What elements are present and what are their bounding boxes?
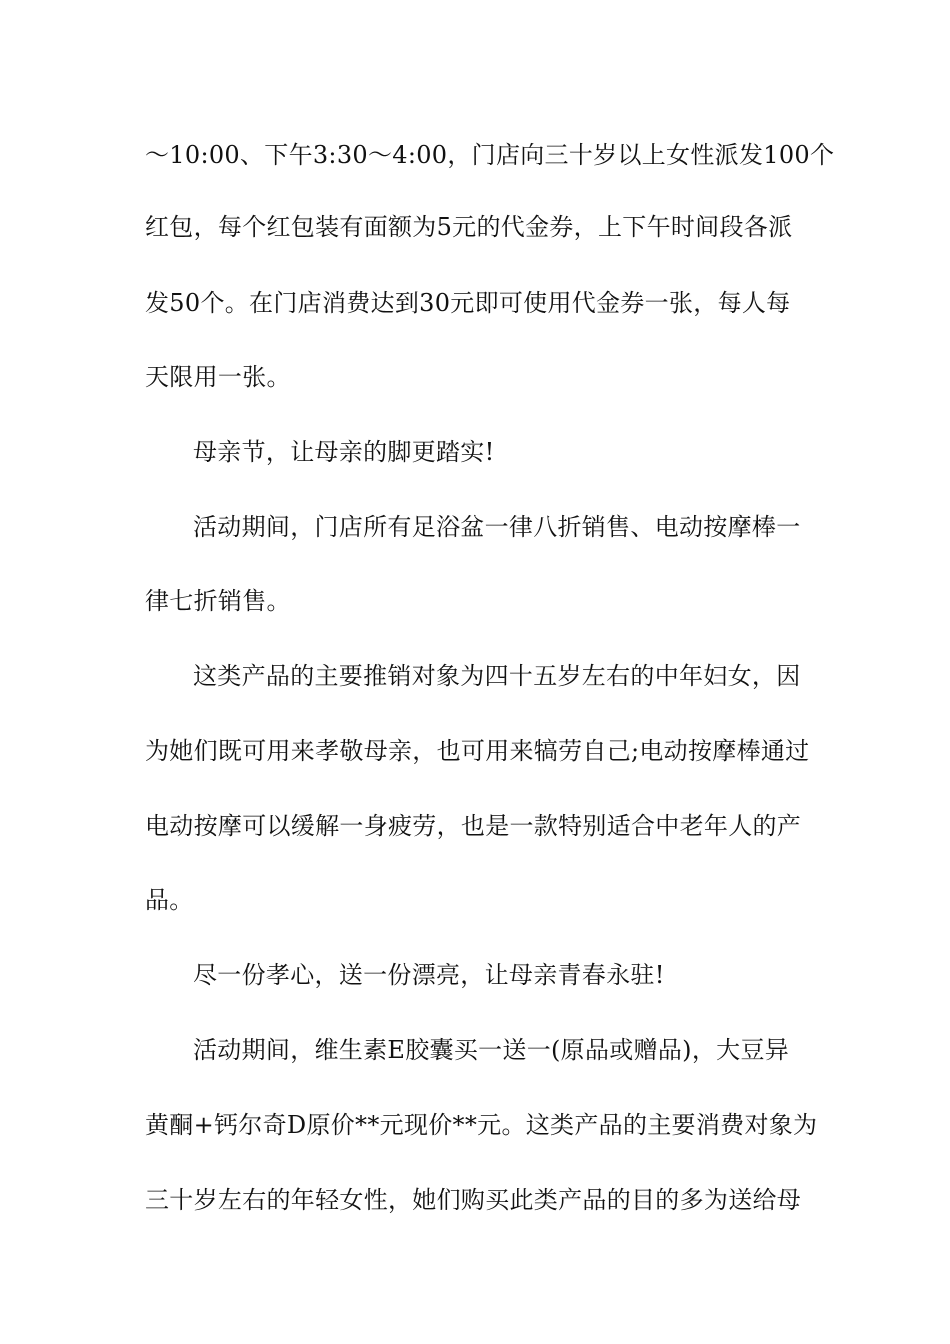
text-line: 活动期间，维生素E胶囊买一送一(原品或赠品)，大豆异 [193,1036,790,1064]
text-line: 三十岁左右的年轻女性，她们购买此类产品的目的多为送给母 [145,1186,802,1214]
text-line: 天限用一张。 [145,363,291,391]
text-line: 发50个。在门店消费达到30元即可使用代金券一张，每人每 [145,289,791,317]
text-line: 为她们既可用来孝敬母亲，也可用来犒劳自己;电动按摩棒通过 [145,737,810,765]
text-line: ～10:00、下午3:30～4:00，门店向三十岁以上女性派发100个 [145,141,835,169]
section-heading-foot-care: 母亲节，让母亲的脚更踏实! [193,438,495,466]
text-line: 这类产品的主要推销对象为四十五岁左右的中年妇女，因 [193,662,801,690]
text-line: 活动期间，门店所有足浴盆一律八折销售、电动按摩棒一 [193,513,801,541]
text-line: 品。 [145,886,194,914]
section-heading-beauty: 尽一份孝心，送一份漂亮，让母亲青春永驻! [193,961,665,989]
text-line: 黄酮+钙尔奇D原价**元现价**元。这类产品的主要消费对象为 [145,1111,818,1139]
text-line: 电动按摩可以缓解一身疲劳，也是一款特别适合中老年人的产 [145,812,802,840]
text-line: 红包，每个红包装有面额为5元的代金券，上下午时间段各派 [145,213,793,241]
text-line: 律七折销售。 [145,587,291,615]
